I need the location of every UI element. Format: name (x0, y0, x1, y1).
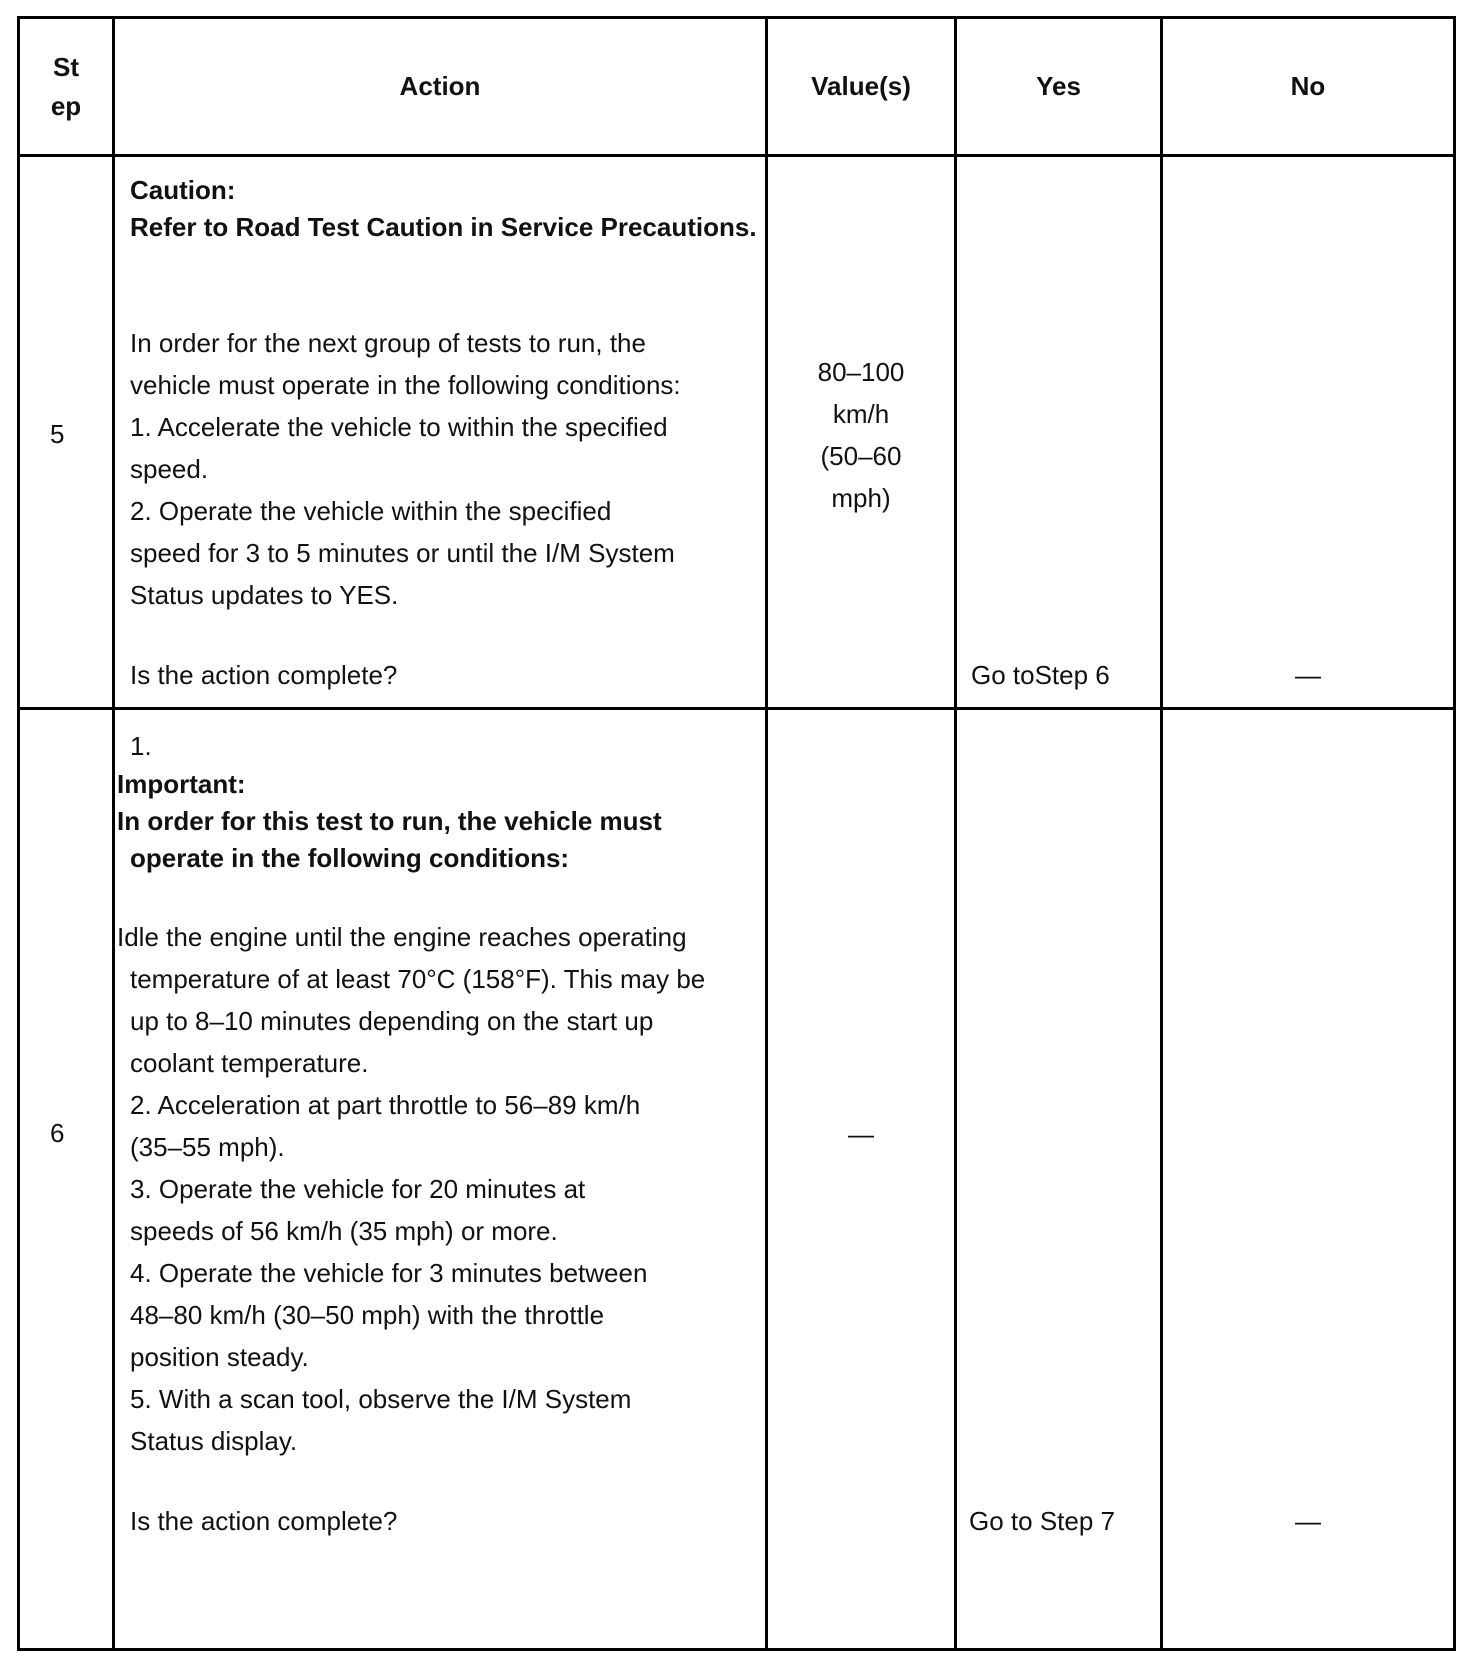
column-divider (1160, 19, 1163, 1648)
column-divider (765, 19, 768, 1648)
value-text: km/h (832, 399, 890, 429)
action-list-item: 4. Operate the vehicle for 3 minutes between (130, 1258, 648, 1288)
action-text: Status updates to YES. (130, 580, 399, 610)
action-text: (35–55 mph). (130, 1132, 285, 1162)
header-no: No (1290, 71, 1326, 101)
header-step (20, 19, 112, 154)
step-number: 5 (50, 419, 65, 449)
action-list-item: 2. Operate the vehicle within the specified (130, 496, 612, 526)
header-values: Value(s) (811, 71, 911, 101)
value-text: mph) (831, 483, 891, 513)
action-text: In order for the next group of tests to run, the (130, 328, 646, 358)
action-list-item: 2. Acceleration at part throttle to 56–89 km/h (130, 1090, 641, 1120)
step-number: 6 (50, 1118, 65, 1148)
action-text: Status display. (130, 1426, 298, 1456)
yes-goto-link: Go toStep 6 (971, 660, 1110, 690)
action-question: Is the action complete? (130, 1506, 398, 1536)
action-list-item: 1. Accelerate the vehicle to within the specified (130, 412, 668, 442)
action-list-item: 3. Operate the vehicle for 20 minutes at (130, 1174, 586, 1204)
column-divider (112, 19, 115, 1648)
header-action: Action (399, 71, 481, 101)
action-question: Is the action complete? (130, 660, 398, 690)
row-divider (20, 154, 1453, 157)
action-text: position steady. (130, 1342, 309, 1372)
action-text: up to 8–10 minutes depending on the start up (130, 1006, 654, 1036)
action-text: Idle the engine until the engine reaches operating (117, 922, 687, 952)
value-dash: — (848, 1119, 874, 1149)
action-text: 48–80 km/h (30–50 mph) with the throttle (130, 1300, 605, 1330)
caution-title: Caution: (130, 175, 236, 205)
row-divider (20, 707, 1453, 710)
important-text: In order for this test to run, the vehicle must (117, 806, 662, 836)
yes-goto-link: Go to Step 7 (969, 1506, 1115, 1536)
action-text: speeds of 56 km/h (35 mph) or more. (130, 1216, 558, 1246)
no-dash: — (1295, 660, 1321, 690)
caution-text: Refer to Road Test Caution in Service Precautions. (130, 212, 757, 242)
action-list-item: 1. (130, 731, 152, 761)
value-text: 80–100 (817, 357, 905, 387)
important-title: Important: (117, 769, 246, 799)
header-step-line1: St (53, 51, 79, 82)
header-step-line2: ep (50, 90, 82, 121)
action-text: speed for 3 to 5 minutes or until the I/M System (130, 538, 675, 568)
action-text: vehicle must operate in the following conditions: (130, 370, 681, 400)
action-text: temperature of at least 70°C (158°F). This may be (130, 964, 706, 994)
action-list-item: 5. With a scan tool, observe the I/M System (130, 1384, 632, 1414)
no-dash: — (1295, 1506, 1321, 1536)
column-divider (954, 19, 957, 1648)
action-text: speed. (130, 454, 209, 484)
header-yes: Yes (1036, 71, 1081, 101)
diagnostic-table (17, 16, 1456, 1651)
important-text: operate in the following conditions: (130, 843, 570, 873)
action-text: coolant temperature. (130, 1048, 369, 1078)
value-text: (50–60 (820, 441, 902, 471)
